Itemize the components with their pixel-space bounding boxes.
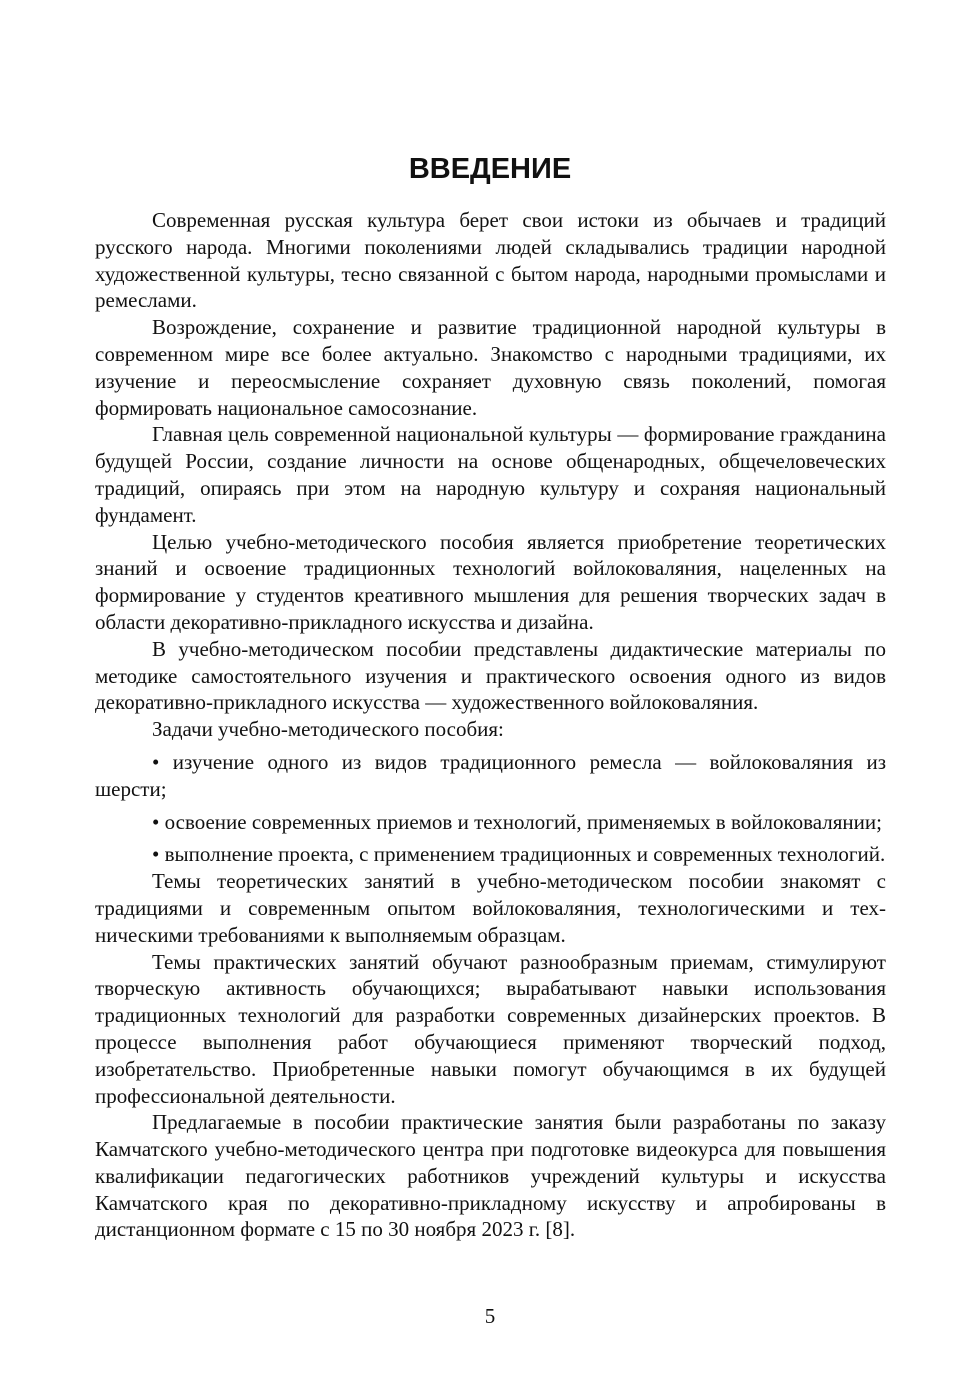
paragraph: Современная русская культура берет свои истоки из обычаев и традиций русского народа. Многими поколениями людей складывались традиции народной художественной культуры, тесно связанной с бытом народа, народными промыслами и ремеслами.: [95, 208, 886, 313]
paragraph: Задачи учебно-методического пособия:: [152, 717, 504, 742]
task-list-item: • выполнение проекта, с применением традиционных и современных технологий.: [152, 842, 886, 867]
paragraph: Целью учебно-методического пособия является приобретение теоретических знаний и освоение традиционных технологий войлоковаляния, нацеленных на формирование у студентов креативного мышления для решения творческих задач в области декоративно-прикладного искусства и дизайна.: [95, 529, 886, 634]
page-number: 5: [484, 1304, 496, 1328]
paragraph: Темы теоретических занятий в учебно-методическом пособии знакомят с традициями и современным опытом войлоковаляния, технологическими и техническими требованиями к выполняемым образцам.: [95, 869, 886, 947]
paragraph: Главная цель современной национальной культуры — формирование гражданина будущей России, создание личности на основе общенародных, общечеловеческих традиций, опираясь при этом на народную культуру и сохраняя национальный фундамент.: [95, 422, 886, 527]
body-text: [95, 207, 886, 1243]
page-title: ВВЕДЕНИЕ: [408, 153, 572, 185]
paragraph: Темы практических занятий обучают разнообразным приемам, стимулируют творческую активность обучающихся; вырабатывают навыки использования традиционных технологий для разработки современных дизайнерских проектов. В процессе выполнения работ обучающиеся применяют творческий подход, изобретательство. Приобретенные навыки помогут обучающимся в их будущей профессиональной деятельности.: [95, 949, 886, 1108]
paragraph: Возрождение, сохранение и развитие традиционной народной культуры в современном мире все более актуально. Знакомство с народными традициями, их изучение и переосмысление сохраняет духовную связь поколений, помогая формировать национальное самосознание.: [95, 315, 886, 420]
paragraph: В учебно-методическом пособии представлены дидактические материалы по методике самостоятельного изучения и практического освоения одного из видов декоративно-прикладного искусства — художественного войлоковаляния.: [95, 636, 886, 715]
task-list-item: • изучение одного из видов традиционного ремесла — войлоковаляния из шерсти;: [95, 749, 886, 801]
paragraph: Предлагаемые в пособии практические занятия были разработаны по заказу Камчатского учебно-методического центра при подготовке видеокурса для повышения квалификации педагогических работников учреждений культуры и искусства Камчатского края по декоративно-прикладному искусству и апробированы в дистанционном формате с 15 по 30 ноября 2023 г. [8].: [95, 1110, 886, 1242]
task-list-item: • освоение современных приемов и технологий, применяемых в войлоковалянии;: [152, 809, 882, 834]
